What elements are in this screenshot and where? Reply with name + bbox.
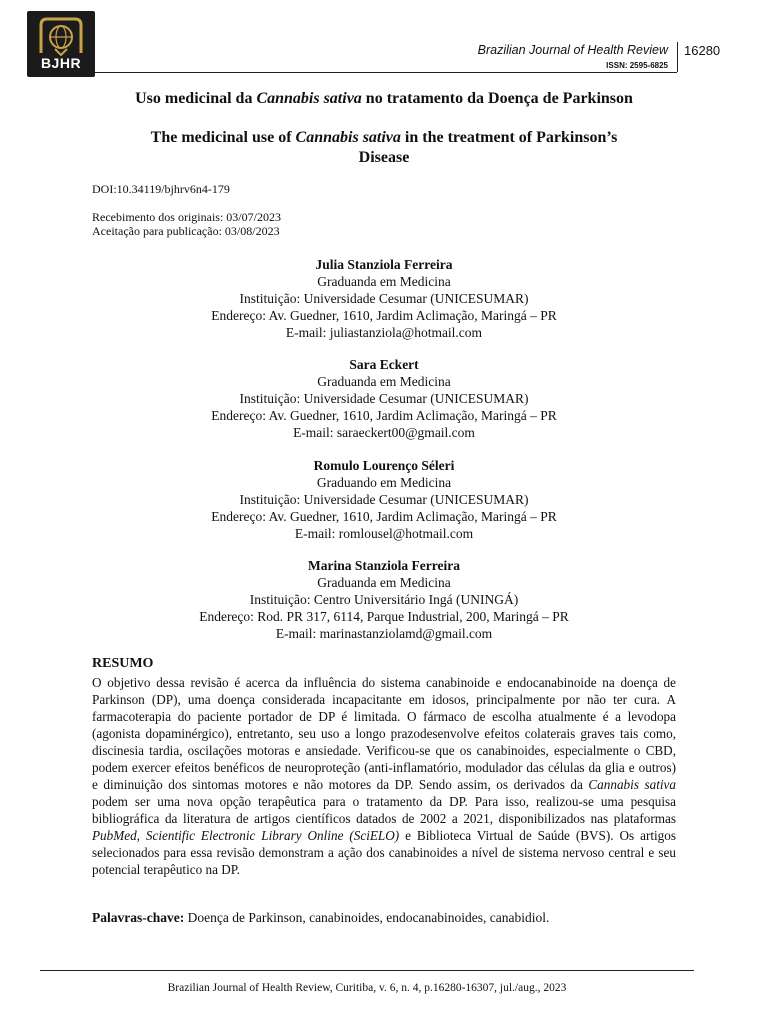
abstract-species: Cannabis sativa (588, 777, 677, 792)
author-name: Marina Stanziola Ferreira (308, 558, 460, 573)
abstract-body (92, 674, 676, 878)
author-degree: Graduanda em Medicina (317, 374, 451, 389)
journal-logo (27, 11, 95, 77)
title-pt-start: Uso medicinal da (135, 90, 257, 107)
author-address: Endereço: Av. Guedner, 1610, Jardim Aclimação, Maringá – PR (211, 308, 557, 323)
keywords-label: Palavras-chave: (92, 910, 185, 925)
doi: DOI:10.34119/bjhrv6n4-179 (92, 182, 230, 196)
author-institution: Instituição: Centro Universitário Ingá (UNINGÁ) (249, 592, 519, 607)
author-degree: Graduando em Medicina (316, 475, 452, 490)
title-en-start: The medicinal use of (150, 129, 296, 146)
footer-rule (40, 970, 694, 971)
logo-text: BJHR (40, 55, 82, 71)
author-institution: Instituição: Universidade Cesumar (UNICESUMAR) (239, 391, 529, 406)
keywords (92, 909, 676, 926)
author-name: Julia Stanziola Ferreira (315, 257, 453, 272)
author-email: E-mail: marinastanziolamd@gmail.com (275, 626, 493, 641)
author-name: Romulo Lourenço Séleri (313, 458, 455, 473)
author-email: E-mail: romlousel@hotmail.com (294, 526, 474, 541)
author-degree: Graduanda em Medicina (317, 575, 451, 590)
title-en-line2: Disease (358, 149, 410, 166)
author-email: E-mail: saraeckert00@gmail.com (293, 425, 475, 440)
header-rule (95, 72, 677, 73)
title-pt-species: Cannabis sativa (256, 90, 362, 107)
keywords-text: Doença de Parkinson, canabinoides, endocanabinoides, canabidiol. (184, 910, 550, 925)
abstract-text: podem ser uma nova opção terapêutica para o tratamento da DP. Para isso, realizou-se uma pesquisa bibliográfica da literatura de artigos científicos datados de 2002 a 2021, disponibilizados nas plataformas (92, 794, 676, 826)
abstract-platforms: PubMed, Scientific Electronic Library Online (SciELO) (92, 828, 400, 843)
author-degree: Graduanda em Medicina (317, 274, 451, 289)
abstract-heading: RESUMO (92, 656, 154, 671)
author-address: Endereço: Rod. PR 317, 6114, Parque Industrial, 200, Maringá – PR (199, 609, 569, 624)
author-block (90, 557, 678, 642)
author-block (90, 457, 678, 542)
received-date: Recebimento dos originais: 03/07/2023 (92, 210, 281, 224)
author-name: Sara Eckert (349, 357, 419, 372)
header-divider (677, 42, 678, 72)
page-number: 16280 (684, 43, 721, 58)
journal-name: Brazilian Journal of Health Review (477, 43, 668, 57)
title-portuguese (90, 89, 678, 109)
author-email: E-mail: juliastanziola@hotmail.com (285, 325, 483, 340)
author-institution: Instituição: Universidade Cesumar (UNICESUMAR) (239, 492, 529, 507)
footer-citation: Brazilian Journal of Health Review, Curitiba, v. 6, n. 4, p.16280-16307, jul./aug., 2023 (167, 982, 567, 994)
author-address: Endereço: Av. Guedner, 1610, Jardim Aclimação, Maringá – PR (211, 408, 557, 423)
abstract-text: O objetivo dessa revisão é acerca da influência do sistema canabinoide e endocanabinoide na doença de Parkinson (DP), uma doença considerada incapacitante em idosos, principalmente por não ter cura. A farmacoterapia do paciente portador de DP é limitada. O fármaco de escolha atualmente é a levodopa (agonista dopaminérgico), entretanto, seu uso a longo prazodesenvolve efeitos colaterais graves tais como, discinesia tardia, oscilações motoras e ansiedade. Verificou-se que os canabinoides, especialmente o CBD, podem exercer efeitos benéficos de neuroproteção (anti-inflamatório, modulador das células da glia e outros) e diminuição dos sintomas motores e não motores da DP. Sendo assim, os derivados da (92, 675, 676, 792)
title-en-end: in the treatment of Parkinson’s (400, 129, 618, 146)
author-block (90, 356, 678, 441)
author-address: Endereço: Av. Guedner, 1610, Jardim Aclimação, Maringá – PR (211, 509, 557, 524)
author-institution: Instituição: Universidade Cesumar (UNICESUMAR) (239, 291, 529, 306)
title-english (90, 128, 678, 168)
issn: ISSN: 2595-6825 (606, 61, 668, 70)
title-pt-end: no tratamento da Doença de Parkinson (361, 90, 633, 107)
abstract-text: e Biblioteca Virtual de Saúde (BVS). Os artigos selecionados para essa revisão demonstram a ação dos canabinoides a nível de sistema nervoso central e seu potencial terapêutico na DP. (92, 828, 676, 877)
accepted-date: Aceitação para publicação: 03/08/2023 (92, 224, 280, 238)
title-en-species: Cannabis sativa (295, 129, 401, 146)
author-block (90, 256, 678, 341)
